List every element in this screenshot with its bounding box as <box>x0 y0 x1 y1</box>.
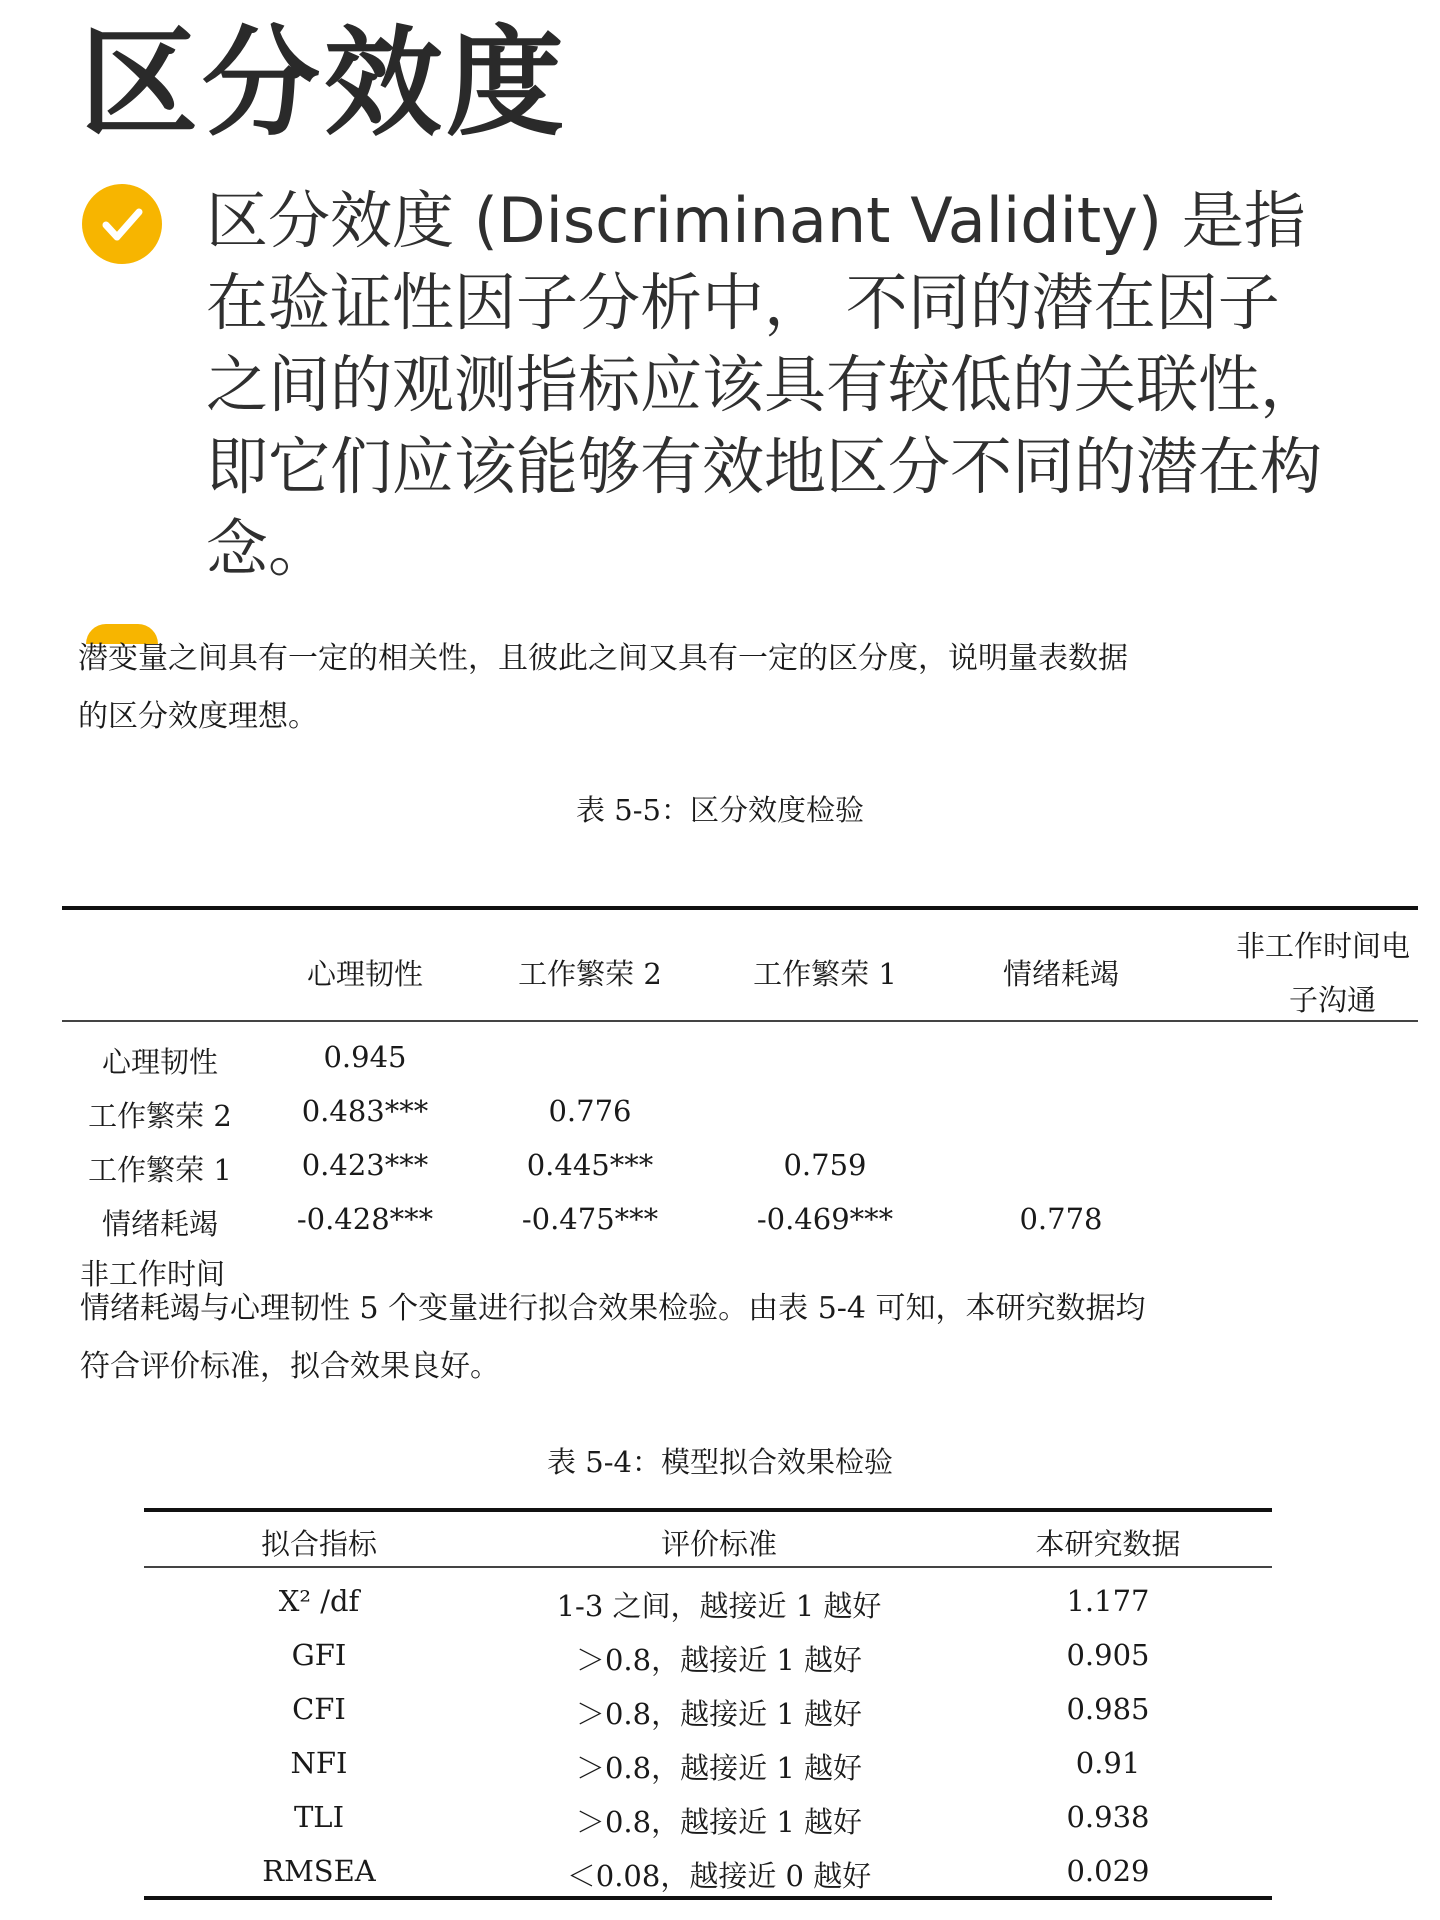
table-1-cell: 0.759 <box>783 1148 867 1182</box>
table-2-header-cell: 评价标准 <box>660 1527 777 1561</box>
paragraph-2-line-1: 情绪耗竭与心理韧性 5 个变量进行拟合效果检验。由表 5-4 可知，本研究数据均 <box>80 1291 1146 1326</box>
table-1-header-cell: 心理韧性 <box>306 957 423 991</box>
table-1-header-cell: 子沟通 <box>1288 983 1376 1017</box>
table-1-cell: -0.475*** <box>521 1202 659 1236</box>
table-1-row-label: 情绪耗竭 <box>101 1207 218 1241</box>
paragraph-2-line-2: 符合评价标准，拟合效果良好。 <box>80 1349 500 1384</box>
paragraph-1 <box>78 630 1338 746</box>
table-1-cell: 0.483*** <box>301 1094 429 1128</box>
table-2-top-rule <box>144 1508 1272 1512</box>
table-2-header-cell: 本研究数据 <box>1035 1527 1181 1561</box>
table-1-cell: -0.469*** <box>756 1202 894 1236</box>
table-2-cell-value: 0.985 <box>1066 1692 1150 1726</box>
table-1-cell: 0.778 <box>1019 1202 1103 1236</box>
table-1-cell: 0.776 <box>548 1094 632 1128</box>
table-1-row-label: 心理韧性 <box>101 1045 218 1079</box>
table-1-cell: -0.428*** <box>296 1202 434 1236</box>
table-2-cell-value: 0.938 <box>1066 1800 1150 1834</box>
table-2-caption: 表 5-4：模型拟合效果检验 <box>547 1445 893 1479</box>
table-1-cell: 0.423*** <box>301 1148 429 1182</box>
table-row <box>144 1630 1272 1684</box>
table-1-cell: 0.945 <box>323 1040 407 1074</box>
slide-title: 区分效度 <box>80 14 569 152</box>
table-2-header-row <box>144 1514 1272 1568</box>
paragraph-1-line-2: 的区分效度理想。 <box>78 699 318 734</box>
table-2-cell-criterion: ＞0.8，越接近 1 越好 <box>575 1751 862 1785</box>
table-2-cell-index: CFI <box>292 1692 346 1726</box>
table-2-cell-criterion: ＞0.8，越接近 1 越好 <box>575 1805 862 1839</box>
table-2-cell-value: 0.905 <box>1066 1638 1150 1672</box>
table-row <box>144 1846 1272 1900</box>
table-row <box>144 1792 1272 1846</box>
table-2-header-cell: 拟合指标 <box>260 1527 377 1561</box>
table-2-cell-criterion: ＜0.08，越接近 0 越好 <box>566 1859 872 1893</box>
table-1-clipped-row-label: 非工作时间 <box>80 1257 226 1291</box>
bullet-text: 区分效度 (Discriminant Validity) 是指在验证性因子分析中， 不同的潜在因子之间的观测指标应该具有较低的关联性，即它们应该能够有效地区分不同的潜在构念。 <box>206 184 1323 585</box>
table-2-cell-criterion: ＞0.8，越接近 1 越好 <box>575 1697 862 1731</box>
table-2-cell-index: RMSEA <box>262 1854 376 1888</box>
table-1-cell: 0.445*** <box>526 1148 654 1182</box>
table-2-cell-value: 1.177 <box>1066 1584 1150 1618</box>
table-1-row-label: 工作繁荣 1 <box>88 1153 232 1187</box>
table-1-caption: 表 5-5：区分效度检验 <box>576 793 864 827</box>
table-2-cell-value: 0.91 <box>1075 1746 1141 1780</box>
table-2-cell-index: TLI <box>293 1800 345 1834</box>
table-1-header-cell: 工作繁荣 1 <box>753 957 897 991</box>
table-row <box>144 1738 1272 1792</box>
table-1-header-rule <box>62 1020 1418 1022</box>
table-2-cell-criterion: 1-3 之间，越接近 1 越好 <box>556 1589 882 1623</box>
table-row <box>144 1576 1272 1630</box>
table-1-row-label: 工作繁荣 2 <box>88 1099 232 1133</box>
paragraph-1-line-1: 潜变量之间具有一定的相关性，且彼此之间又具有一定的区分度，说明量表数据 <box>78 641 1128 676</box>
table-row <box>144 1684 1272 1738</box>
table-1-top-rule <box>62 906 1418 910</box>
table-1-header-cell: 非工作时间电 <box>1235 929 1410 963</box>
table-2-cell-criterion: ＞0.8，越接近 1 越好 <box>575 1643 862 1677</box>
paragraph-2 <box>80 1280 1360 1396</box>
table-2-cell-index: NFI <box>290 1746 348 1780</box>
table-2-cell-value: 0.029 <box>1066 1854 1150 1888</box>
table-1-header-cell: 工作繁荣 2 <box>518 957 662 991</box>
table-1-header-cell: 情绪耗竭 <box>1002 957 1119 991</box>
table-2-cell-index: GFI <box>291 1638 347 1672</box>
check-circle-icon <box>82 184 162 264</box>
table-2-cell-index: X² /df <box>278 1584 360 1618</box>
